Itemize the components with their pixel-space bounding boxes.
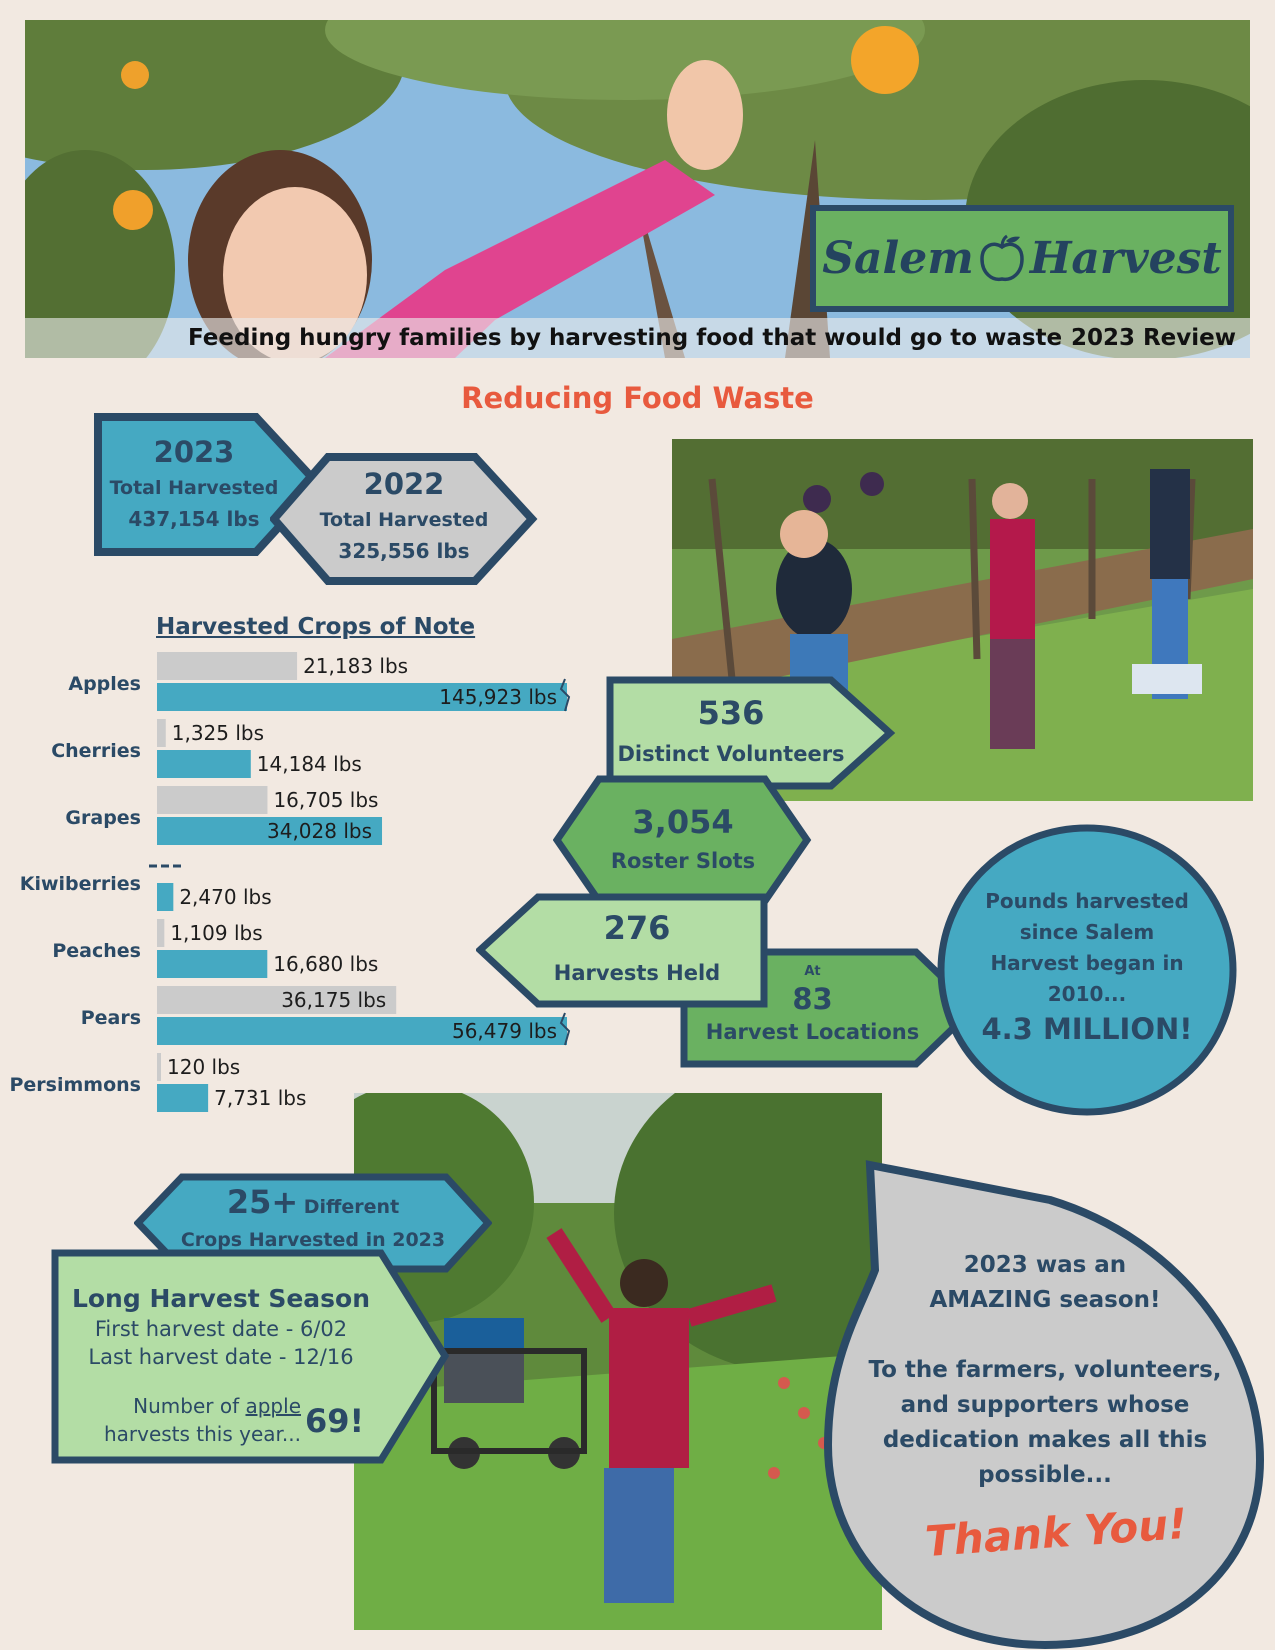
category-label: Persimmons [9,1074,141,1096]
thanks-line-3: To the farmers, volunteers, [868,1357,1222,1383]
data-label: 2,470 lbs [179,885,272,909]
data-label: 21,183 lbs [303,654,409,678]
volunteers-label: Distinct Volunteers [617,742,845,766]
thanks-line-4: and supporters whose [900,1392,1190,1418]
tagline: Feeding hungry families by harvesting food that would go to waste [188,325,1063,351]
bar-2023 [157,750,251,778]
data-label: 1,325 lbs [171,721,265,745]
thanks-message [860,1248,1230,1493]
data-label: 16,705 lbs [273,788,379,812]
thanks-line-2: AMAZING season! [929,1287,1161,1313]
crops-count-row [134,1183,492,1221]
crops-count-label: Crops Harvested in 2023 [180,1229,446,1251]
harvests-label: Harvests Held [553,961,721,985]
bar-2023 [157,950,267,978]
crops-bar-chart [0,640,600,1120]
data-label: 7,731 lbs [214,1086,307,1110]
category-label: Peaches [52,940,141,962]
apple-harvests-value: 69! [305,1402,365,1440]
since-line-3: Harvest began in [990,951,1184,975]
volunteers-value: 536 [697,694,765,732]
total-2022-badge [270,453,538,585]
since-2010-circle [936,823,1238,1117]
crops-count-word: Different [303,1196,400,1218]
apple-harvests-text [91,1392,301,1448]
bar-2022 [157,786,267,814]
logo-text-salem: Salem [822,233,974,284]
salem-harvest-logo [810,205,1234,312]
since-line-4: 2010... [1047,982,1127,1006]
data-label: 34,028 lbs [267,819,373,843]
total-2023-label: Total Harvested [109,477,279,499]
total-2022-value: 325,556 lbs [338,539,470,563]
total-2022-label: Total Harvested [319,509,489,531]
data-label: 145,923 lbs [439,685,557,709]
season-first-date: First harvest date - 6/02 [94,1317,348,1341]
data-label: 1,109 lbs [170,921,263,945]
review-year: 2023 Review [1070,325,1236,351]
since-line-1: Pounds harvested [985,889,1189,913]
data-label: 36,175 lbs [281,988,387,1012]
since-line-2: since Salem [1019,920,1155,944]
locations-prefix: At [804,964,821,979]
volunteers-badge [606,676,896,790]
category-label: Cherries [51,740,141,762]
data-label: 56,479 lbs [451,1019,557,1043]
chart-title: Harvested Crops of Note [156,614,476,640]
crops-count-value: 25+ [226,1183,299,1221]
thanks-line-5: dedication makes all this [882,1427,1208,1453]
thank-you-script: Thank You! [923,1498,1189,1567]
total-2022-year: 2022 [363,467,445,501]
category-label: Grapes [65,807,141,829]
data-label: 16,680 lbs [273,952,379,976]
harvests-value: 276 [603,909,671,947]
category-label: Apples [68,673,141,695]
bar-2022 [157,652,297,680]
bar-2023 [157,1084,208,1112]
bar-2023 [157,883,173,911]
season-last-date: Last harvest date - 12/16 [88,1345,354,1369]
locations-value: 83 [792,982,833,1016]
apple-post: harvests this year... [103,1422,301,1446]
locations-label: Harvest Locations [705,1020,920,1044]
apple-word: apple [245,1394,301,1418]
bar-2022 [157,919,164,947]
season-title: Long Harvest Season [71,1284,371,1313]
since-total: 4.3 MILLION! [981,1012,1193,1046]
logo-text-harvest: Harvest [1029,233,1222,284]
season-panel [51,1249,449,1464]
data-label: 120 lbs [167,1055,241,1079]
category-label: Pears [80,1007,141,1029]
roster-value: 3,054 [632,803,734,841]
apple-icon [976,233,1028,285]
page-title: Reducing Food Waste [461,381,814,415]
total-2023-year: 2023 [153,435,235,469]
bar-2022 [157,1053,161,1081]
roster-label: Roster Slots [610,849,756,873]
bar-2022 [157,719,166,747]
total-2023-value: 437,154 lbs [128,507,260,531]
thanks-line-6: possible... [978,1462,1112,1488]
data-label: 14,184 lbs [256,752,362,776]
apple-pre: Number of [133,1394,240,1418]
thanks-line-1: 2023 was an [963,1252,1127,1278]
header-banner [25,318,1250,358]
category-label: Kiwiberries [19,873,141,895]
